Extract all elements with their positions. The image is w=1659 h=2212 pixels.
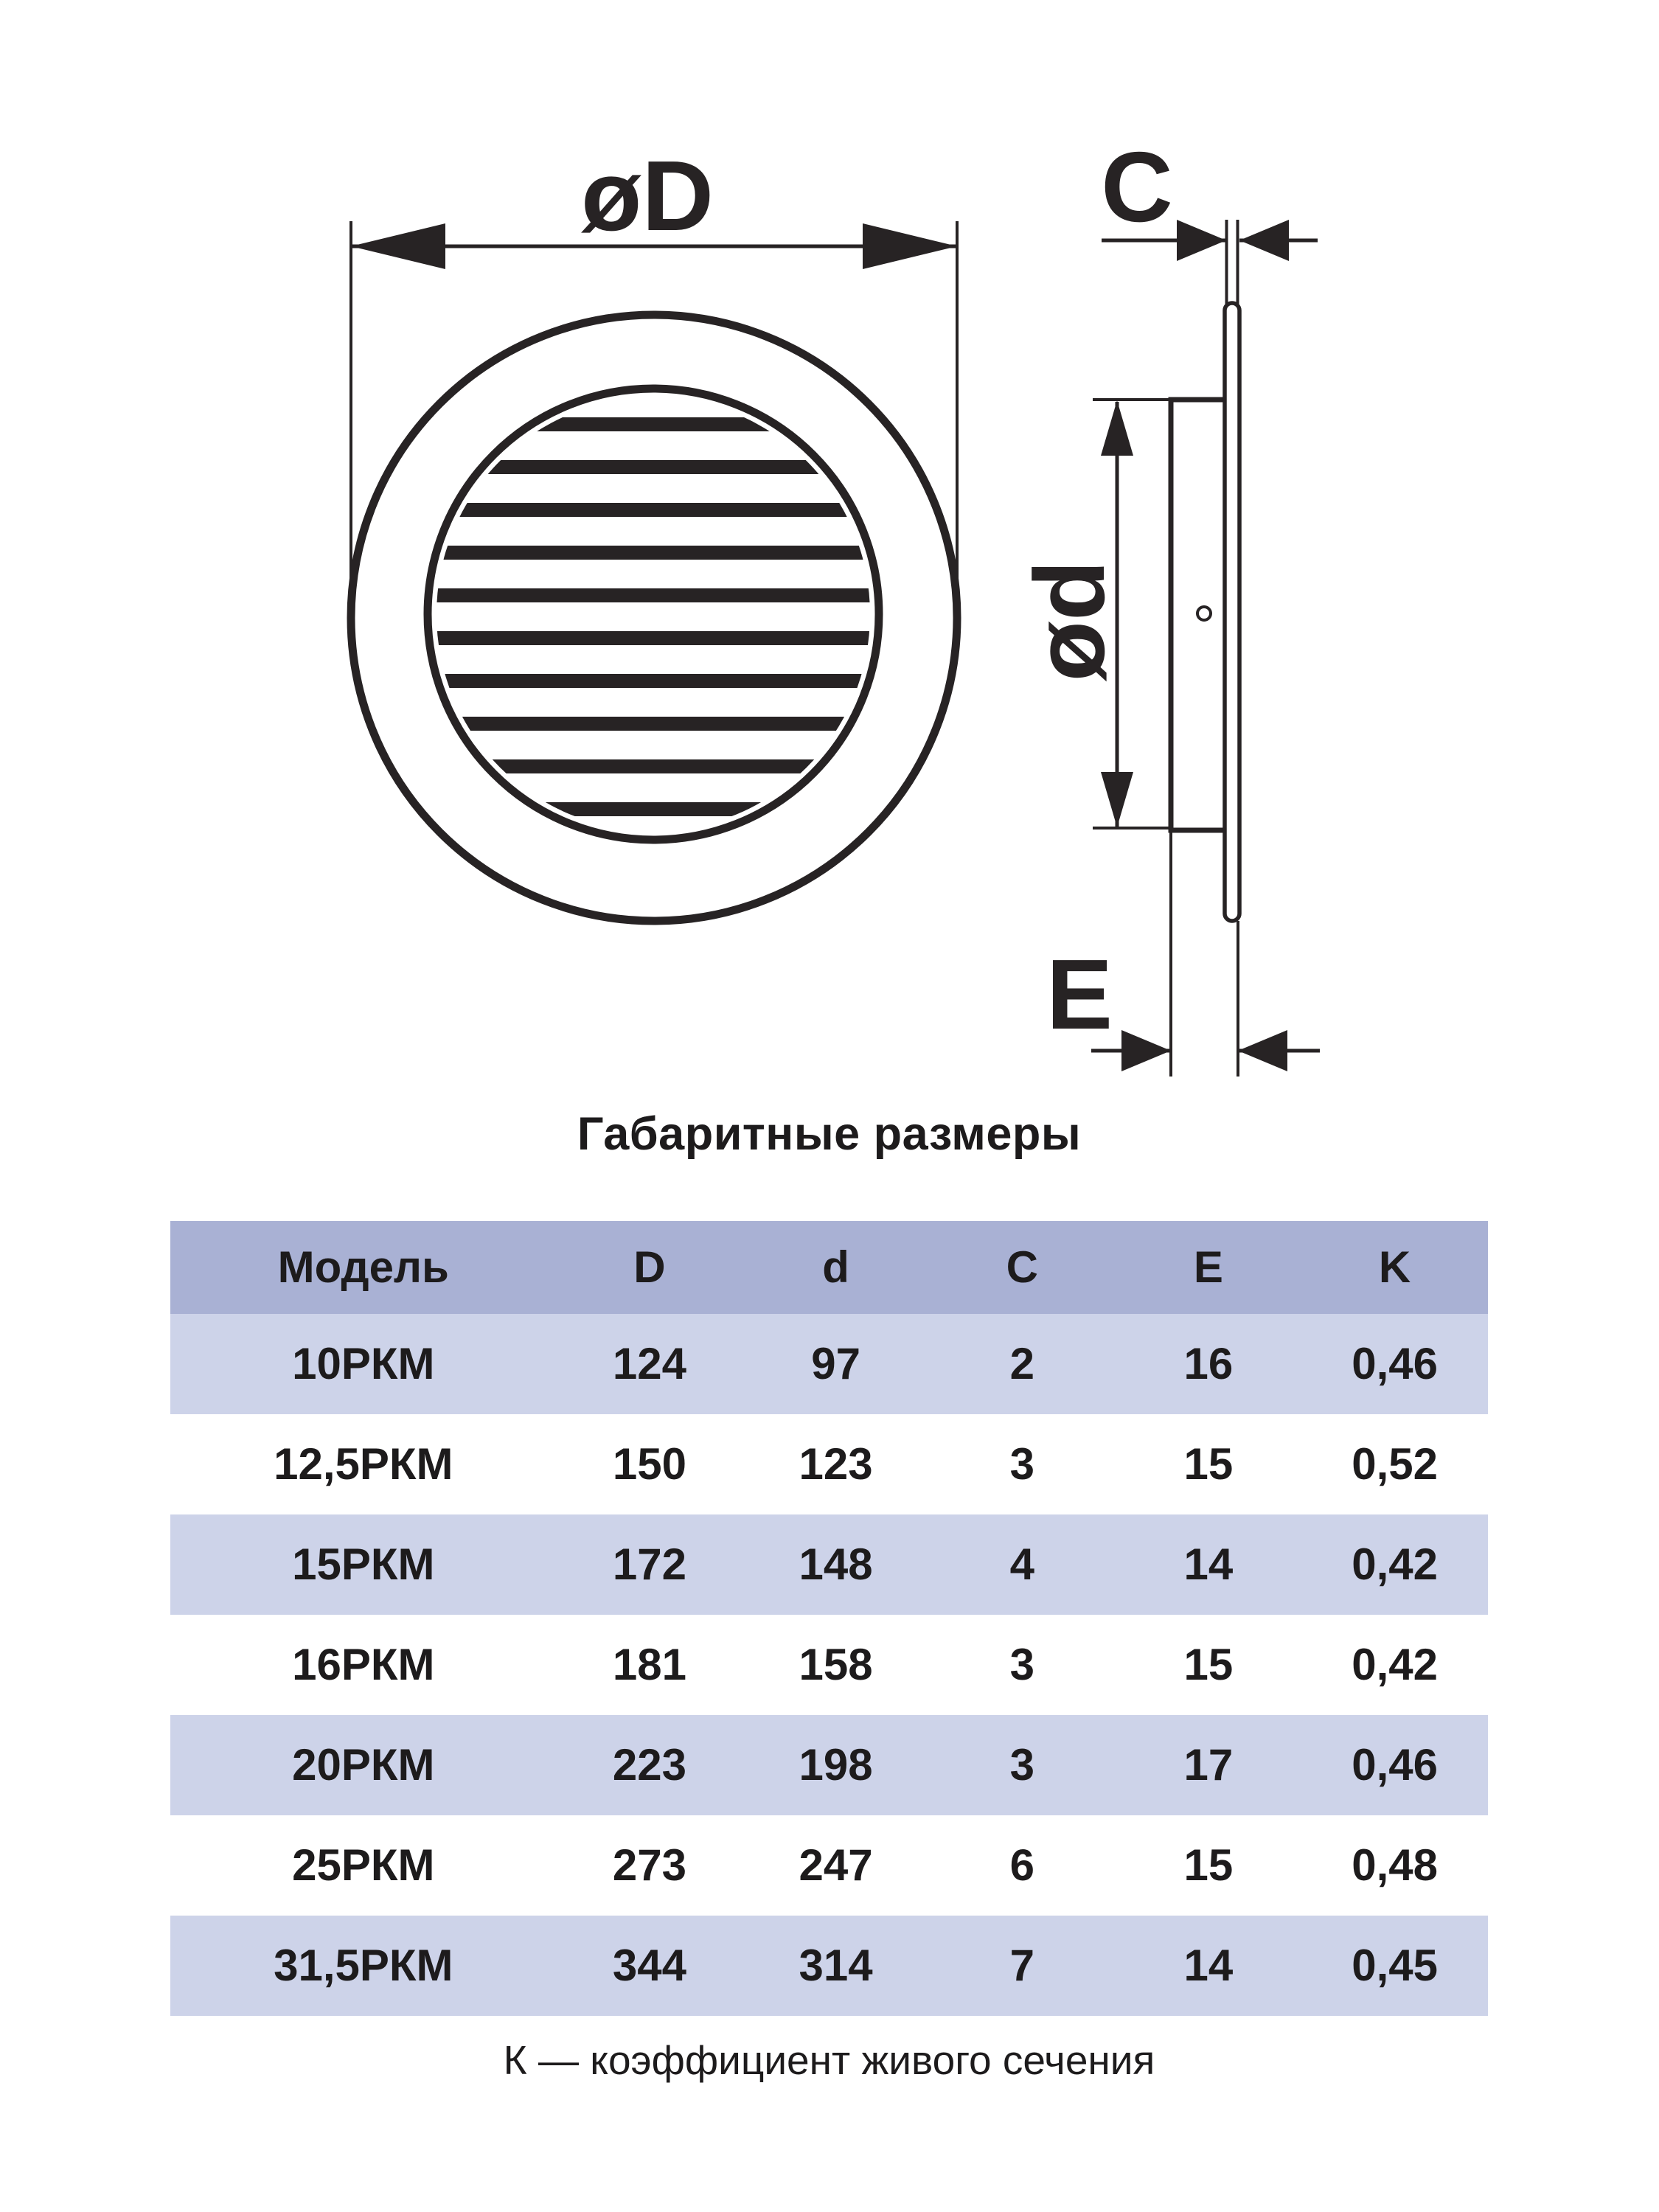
table-row bbox=[170, 1615, 1488, 1715]
table-cell: 3 bbox=[1009, 1439, 1034, 1489]
header-cell: K bbox=[1378, 1242, 1411, 1292]
table-cell: 344 bbox=[612, 1941, 686, 1990]
dim-label-outer-diameter: øD bbox=[581, 140, 714, 251]
louver-slat bbox=[431, 631, 877, 645]
table-cell: 10РКМ bbox=[292, 1339, 435, 1388]
table-cell: 7 bbox=[1009, 1941, 1034, 1990]
table-row bbox=[170, 1514, 1488, 1615]
header-cell: d bbox=[822, 1242, 849, 1292]
table-cell: 20РКМ bbox=[292, 1740, 435, 1790]
table-cell: 247 bbox=[799, 1840, 873, 1890]
table-cell: 273 bbox=[612, 1840, 686, 1890]
dim-label-inner-diameter: ød bbox=[1014, 560, 1125, 682]
arrowhead-icon bbox=[1238, 1030, 1287, 1071]
dimensions-table bbox=[170, 1221, 1488, 2016]
table-header-row bbox=[170, 1221, 1488, 1314]
table-cell: 3 bbox=[1009, 1740, 1034, 1790]
footnote: К — коэффициент живого сечения bbox=[503, 2037, 1155, 2083]
table-cell: 15РКМ bbox=[292, 1540, 435, 1589]
louver-slat bbox=[431, 546, 877, 560]
arrowhead-icon bbox=[1101, 772, 1133, 827]
table-cell: 158 bbox=[799, 1640, 873, 1689]
louver-slat bbox=[431, 417, 877, 431]
table-cell: 6 bbox=[1009, 1840, 1034, 1890]
table-cell: 25РКМ bbox=[292, 1840, 435, 1890]
table-row bbox=[170, 1414, 1488, 1514]
header-cell: E bbox=[1193, 1242, 1223, 1292]
arrowhead-icon bbox=[351, 223, 445, 269]
table-cell: 0,45 bbox=[1352, 1941, 1438, 1990]
table-cell: 14 bbox=[1183, 1941, 1234, 1990]
table-cell: 223 bbox=[612, 1740, 686, 1790]
table-cell: 124 bbox=[612, 1339, 686, 1388]
table-cell: 0,42 bbox=[1352, 1540, 1438, 1589]
louver-slat bbox=[431, 460, 877, 474]
arrowhead-icon bbox=[1177, 220, 1226, 261]
table-row bbox=[170, 1916, 1488, 2016]
table-cell: 31,5РКМ bbox=[274, 1941, 453, 1990]
table-cell: 3 bbox=[1009, 1640, 1034, 1689]
header-cell: D bbox=[633, 1242, 666, 1292]
louver-slat bbox=[431, 717, 877, 731]
table-cell: 0,42 bbox=[1352, 1640, 1438, 1689]
fixing-hole bbox=[1197, 607, 1211, 620]
table-cell: 172 bbox=[612, 1540, 686, 1589]
header-cell: Модель bbox=[277, 1242, 449, 1292]
table-cell: 16РКМ bbox=[292, 1640, 435, 1689]
table-cell: 17 bbox=[1183, 1740, 1234, 1790]
louver-slat bbox=[431, 674, 877, 688]
table-cell: 4 bbox=[1009, 1540, 1034, 1589]
table-cell: 16 bbox=[1183, 1339, 1234, 1388]
table-row bbox=[170, 1815, 1488, 1916]
table-cell: 181 bbox=[612, 1640, 686, 1689]
arrowhead-icon bbox=[1101, 400, 1133, 456]
table-body bbox=[170, 1314, 1488, 2016]
flange-plate bbox=[1225, 303, 1239, 921]
dim-label-c: C bbox=[1101, 131, 1173, 243]
arrowhead-icon bbox=[863, 223, 957, 269]
table-cell: 15 bbox=[1183, 1439, 1234, 1489]
louver-slat bbox=[431, 588, 877, 602]
table-cell: 0,46 bbox=[1352, 1339, 1438, 1388]
table-cell: 150 bbox=[612, 1439, 686, 1489]
table-row bbox=[170, 1314, 1488, 1414]
table-cell: 198 bbox=[799, 1740, 873, 1790]
section-title: Габаритные размеры bbox=[577, 1108, 1082, 1160]
table-cell: 0,46 bbox=[1352, 1740, 1438, 1790]
table-cell: 97 bbox=[811, 1339, 860, 1388]
table-cell: 14 bbox=[1183, 1540, 1234, 1589]
table-cell: 0,52 bbox=[1352, 1439, 1438, 1489]
table-cell: 148 bbox=[799, 1540, 873, 1589]
table-cell: 12,5РКМ bbox=[274, 1439, 453, 1489]
table-cell: 0,48 bbox=[1352, 1840, 1438, 1890]
grille-front-view bbox=[351, 140, 957, 921]
grille-side-view bbox=[1014, 131, 1320, 1077]
table-cell: 123 bbox=[799, 1439, 873, 1489]
table-cell: 2 bbox=[1009, 1339, 1034, 1388]
louver-slat bbox=[431, 802, 877, 816]
dim-label-e: E bbox=[1046, 939, 1113, 1050]
table-row bbox=[170, 1715, 1488, 1815]
arrowhead-icon bbox=[1121, 1030, 1171, 1071]
table-cell: 314 bbox=[799, 1941, 873, 1990]
table-cell: 15 bbox=[1183, 1840, 1234, 1890]
louver-slat bbox=[431, 503, 877, 517]
table-cell: 15 bbox=[1183, 1640, 1234, 1689]
grille-outer-rim bbox=[351, 315, 957, 921]
header-cell: C bbox=[1006, 1242, 1038, 1292]
grille-louvers bbox=[431, 417, 877, 816]
arrowhead-icon bbox=[1239, 220, 1289, 261]
